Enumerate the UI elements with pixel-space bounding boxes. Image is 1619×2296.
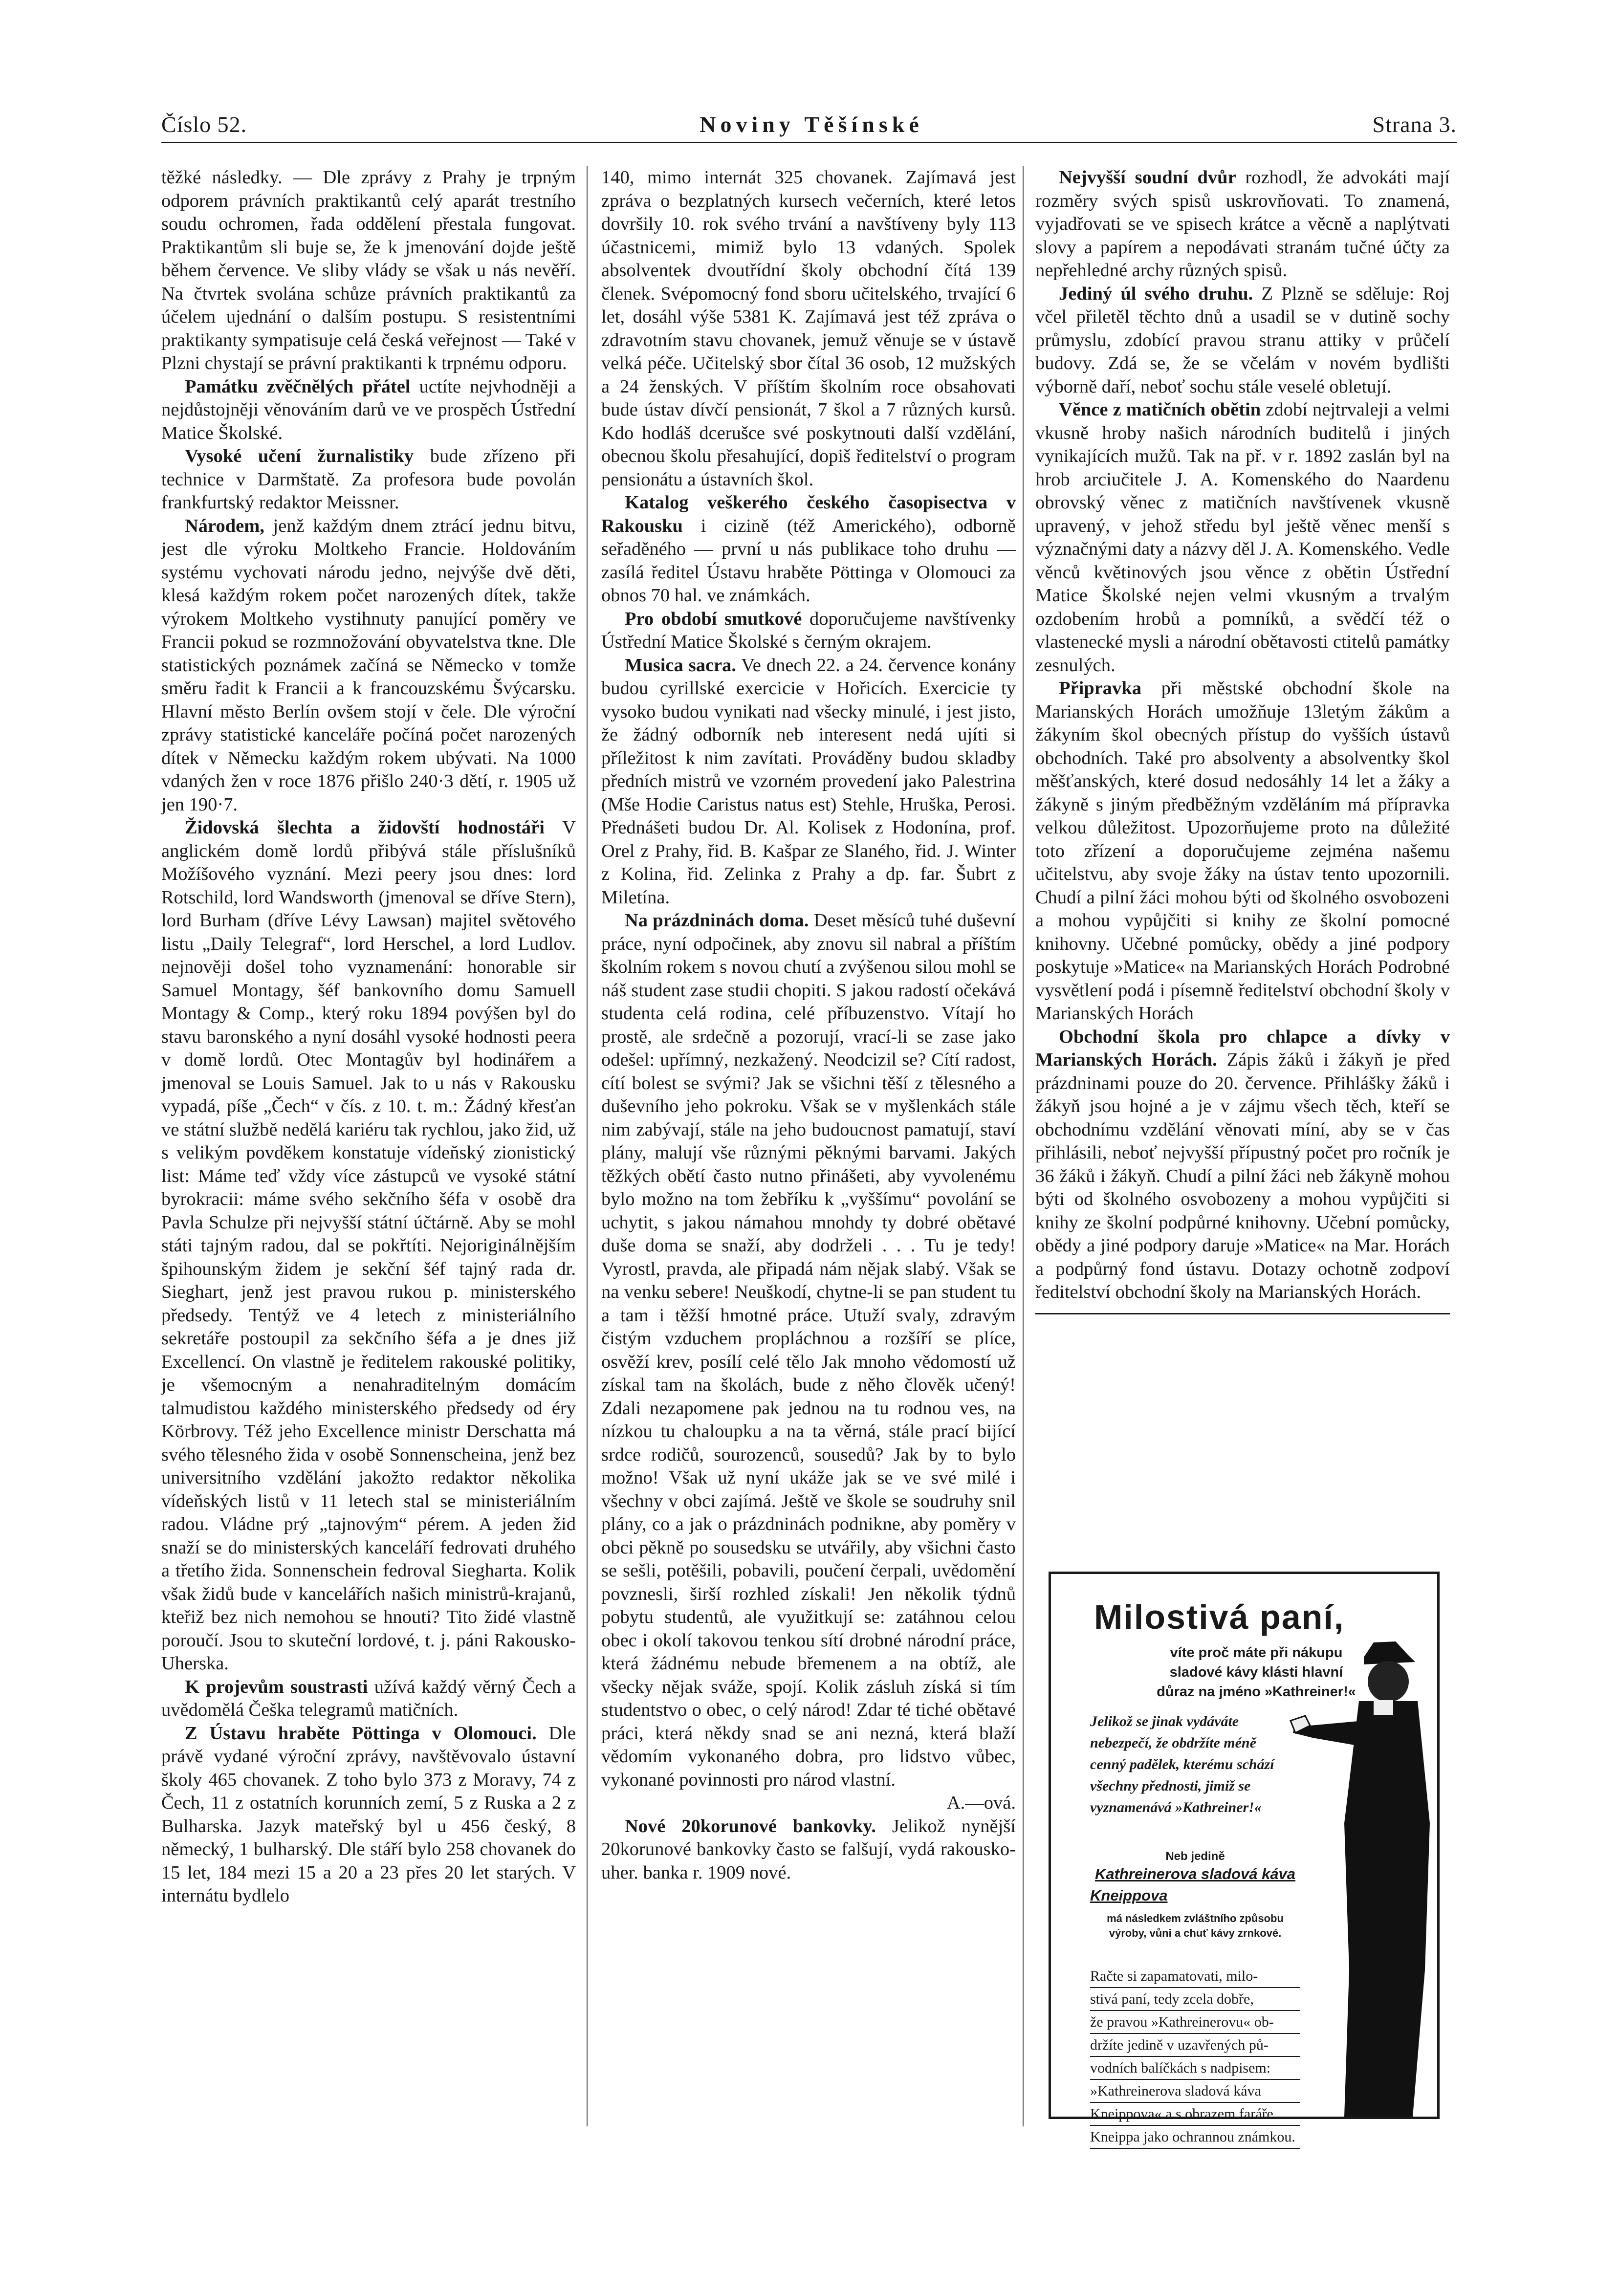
collar-shape: [1374, 1700, 1393, 1715]
ad-brand: Kathreinerova sladová káva: [1094, 1865, 1296, 1882]
article-paragraph: [161, 166, 576, 375]
issue-number: Číslo 52.: [161, 112, 247, 137]
article-paragraph: [601, 654, 1016, 910]
kathreiner-advertisement: [1049, 1572, 1440, 2145]
article-paragraph: [1035, 166, 1450, 283]
ad-line: víte proč máte při nákupu: [1170, 1645, 1343, 1661]
author-signoff: A.—ová.: [946, 1793, 1016, 1813]
article-heading: Památku zvěčnělých přátel: [185, 376, 411, 397]
article-text: rozhodl, že advokáti mají rozměry svých spisů uskrovňovati. To znamená, vyjadřovati se ve spisech krátce a věcně a naplýtvati slovy a papírem a nepodávati stranám tučné účty za nepřehledné archy různých spisů.: [1035, 167, 1450, 281]
article-text: doporučujeme navštívenky Ústřední Matice Školské s černým okrajem.: [601, 608, 1016, 652]
article-heading: Pro období smutkové: [625, 608, 802, 629]
pointing-man-illustration: [1291, 1628, 1432, 2117]
ad-line: sladové kávy klásti hlavní: [1169, 1664, 1343, 1680]
column-divider: [1023, 166, 1024, 2126]
page-number: Strana 3.: [1372, 112, 1457, 137]
article-text: uctíte nejvhodněji a nejdůstojněji věnováním darů ve ve prospěch Ústřední Matice Školské.: [161, 376, 576, 443]
hat-shape: [1364, 1641, 1415, 1664]
header-rule: [161, 142, 1457, 143]
article-heading: K projevům soustrasti: [185, 1676, 368, 1697]
article-text: Dle právě vydané výroční zprávy, navštěvovalo ústavní školy 465 chovanek. Z toho bylo 373 z Moravy, 74 z Čech, 11 z ostatních korunních zemí, 5 z Ruska a 2 z Bulharska. Jazyk mateřský byl u 456 český, 8 německý, 1 bulharský. Dle stáří bylo 258 chovanek do 15 let, 184 mezi 15 a 20 a 23 přes 20 let starých. V internátu bydlelo: [161, 1723, 576, 1906]
ad-line: důraz na jméno »Kathreiner!«: [1157, 1684, 1356, 1700]
section-separator: [1035, 1313, 1450, 1314]
ad-body-line: Kneippova« a s obrazem faráře: [1090, 2103, 1300, 2126]
ad-italic-text: Jelikož se jinak vydáváte nebezpečí, že obdržíte méně cenný padělek, kterému schází všechny přednosti, jimiž se vyznamenává »Kathreiner!«: [1090, 1713, 1274, 1815]
article-heading: Z Ústavu hraběte Pöttinga v Olomouci.: [185, 1723, 537, 1744]
column-2: [601, 166, 1016, 2126]
column-divider: [587, 166, 588, 2126]
column-1: [161, 166, 576, 2126]
article-text: jenž každým dnem ztrácí jednu bitvu, jest dle výroku Moltkeho Francie. Holdováním systému vychovati národu jedno, nejvýše dvě děti, klesá každým rokem počet narozených dítek, takže výrokem Moltkeho vystihnuty panující poměry ve Francii pokud se rozmnožování obyvatelstva tkne. Dle statistických poznámek začíná se Německo v tomže směru řadit k Francii a k francouzskému Švýcarsku. Hlavní město Berlín ovšem stojí v čele. Dle výroční zprávy statistické kanceláře počíná počet narozených dítek v Německu každým rokem ubývati. Na 1000 vdaných žen v roce 1876 přišlo 240·3 dětí, r. 1905 už jen 190·7.: [161, 515, 576, 815]
ad-body-line: Kneippa jako ochrannou známkou.: [1090, 2126, 1300, 2149]
ad-brand2: Kneippova: [1090, 1887, 1168, 1904]
article-paragraph: [161, 515, 576, 817]
article-text: bude zřízeno při technice v Darmštatě. Za profesora bude povolán frankfurtský redaktor Meissner.: [161, 446, 576, 513]
article-paragraph: [161, 445, 576, 515]
article-heading: Národem,: [185, 515, 264, 536]
head-shape: [1368, 1661, 1409, 1702]
article-paragraph: [1035, 398, 1450, 677]
article-text: užívá každý věrný Čech a uvědomělá Češka telegramů matičních.: [161, 1676, 576, 1720]
article-paragraph: [1035, 677, 1450, 1026]
article-paragraph: [601, 166, 1016, 491]
article-text: Ve dnech 22. a 24. července konány budou cyrillské exercicie v Hořicích. Exercicie ty vysoko budou vynikati nad všecky minulé, i jest jisto, že žádný odborník neb interesent nedá ujíti si příležitost k nim zavítati. Prováděny budou skladby předních mistrů ve vzorném provedení jako Palestrina (Mše Hodie Caristus natus est) Stehle, Hruška, Perosi. Přednášeti budou Dr. Al. Kolisek z Hodonína, prof. Orel z Prahy, řid. B. Kašpar ze Slaného, řid. J. Winter z Kolina, řid. Zelinka z Prahy a dp. far. Šubrt z Miletína.: [601, 655, 1016, 908]
article-heading: Jediný úl svého druhu.: [1059, 283, 1253, 304]
article-text: Z Plzně se sděluje: Roj včel přiletěl těchto dnů a usadil se v dutině sochy průmyslu, zdobící pravou stranu attiky v průčelí budovy. Zdá se, že se včelám v novém bydlišti výborně daří, neboť sochu stále veselé obletují.: [1035, 283, 1450, 397]
article-text: při městské obchodní škole na Marianských Horách umožňuje 13letým žákům a žákyním škol obecných přístup do vyšších ústavů obchodních. Také pro absolventy a absolventky škol měšťanských, které dosud nedosáhly 14 let a žáky a žákyně s jiným předběžným vzděláním má přípravka velkou důležitost. Upozorňujeme proto na důležité toto zřízení a doporučujeme zejména našemu učitelstvu, aby svoje žáky na ústav tento upozornili. Chudí a pilní žáci mohou býti od školného osvobozeni a mohou vypůjčiti si knihy ze školní pomocné knihovny. Učebné pomůcky, obědy a jiné podpory poskytuje »Matice« na Marianských Horách Podrobné vysvětlení podá i písemně ředitelství obchodní školy v Marianských Horách: [1035, 678, 1450, 1024]
article-heading: Musica sacra.: [625, 655, 737, 676]
article-paragraph: [601, 608, 1016, 654]
article-heading: Nové 20korunové bankovky.: [625, 1815, 876, 1837]
ad-body-line: držíte jedině v uzavřených pů-: [1090, 2034, 1300, 2057]
article-paragraph: [161, 1676, 576, 1722]
article-heading: Vysoké učení žurnalistiky: [185, 446, 414, 466]
article-text: Deset měsíců tuhé duševní práce, nyní odpočinek, aby znovu sil nabral a příštím školním rokem s novou chutí a zvýšenou silou mohl se náš student zase studii chopiti. S jakou radostí očekává studenta celá rodina, celé příbuzenstvo. Vítají ho prostě, ale srdečně a pozorují, vrací-li se zase jako odešel: upřímný, nezkažený. Neodcizil se? Cítí radost, cítí bolest se svými? Jak se všichni těší z tělesného a duševního jeho pokroku. Však se v myšlenkách stále nim zabývají, stále na jeho budoucnost pamatují, staví plány, malují vše různými pěknými barvami. Jakých těžkých obětí často nutno přinášeti, aby vyvolenému bylo možno na tom žebříku k „vyššímu“ povolání se uchytit, s jakou námahou mnohdy ty dobré obětavé duše doma se snaží, aby dodrželi . . . Tu je tedy! Vyrostl, pravda, ale připadá nám nějak slabý. Však se na venku sebere! Neuškodí, chytne-li se pan student tu a tam i těžší hmotné práce. Utuží svaly, zdravým čistým vzduchem propláchnou a rozšíří se plíce, osvěží krev, posílí celé tělo Jak mnoho vědomostí už získal tam na školách, bude z něho člověk učený! Zdali nezapomene pak jednou na tu rodnou ves, na nízkou tu chaloupku a na ta věrná, stále prací bijící srdce rodičů, sourozenců, sousedů? Jak by to bylo možno! Však už nyní ukáže jak se ve své milé i všechny v obci zajímá. Ještě ve škole se soudruhy snil plány, co a jak o prázdninách podnikne, aby poměry v obci pěkně po sousedsku se utvářily, aby všichni často se sešli, potěšili, pobavili, poučení čerpali, uvědomění povznesli, širší rozhled získali! Jen několik týdnů pobytu studentů, ale využitkují se: zatáhnou celou obec i okolí takovou tenkou sítí drobné národní práce, která žádnému nebude břemenem a na obtíž, ale všecky nějak sváže, spojí. Kolik zásluh získá si tím studentstvo o obec, o celý národ! Zdar té tiché obětavé práci, která někdy snad se ani nezná, která blaží vědomím vykonaného dobra, pro lidstvo vůbec, vykonané povinnosti pro národ vlastní.: [601, 910, 1016, 1790]
newspaper-title: Noviny Těšínské: [700, 112, 923, 137]
article-paragraph: [161, 1722, 576, 1908]
article-text: těžké následky. — Dle zprávy z Prahy je trpným odporem právních praktikantů celý aparát trestního soudu ochromen, řada oddělení přestala fungovat. Praktikantům sli buje se, že k jmenování dojde ještě během července. Ve sliby vlády se však u nás nevěří. Na čtvrtek svolána schůze právních praktikantů za účelem ujednání o dalším postupu. S resistentními praktikanty sympatisuje celá česká veřejnost — Také v Plzni chystají se právní praktikanti k trpnému odporu.: [161, 167, 576, 373]
body-shape: [1344, 1701, 1430, 2117]
article-heading: Věnce z matičních obětin: [1059, 399, 1261, 420]
article-paragraph: [601, 1815, 1016, 1885]
article-text: Jelikož nynější 20korunové bankovky často se falšují, vydá rakousko-uher. banka r. 1909 nové.: [601, 1815, 1016, 1883]
article-paragraph: [601, 491, 1016, 608]
article-heading: Nejvyšší soudní dvůr: [1059, 167, 1236, 188]
ad-body: [1090, 1965, 1300, 2149]
article-heading: Na prázdninách doma.: [625, 910, 809, 931]
article-text: V anglickém domě lordů přibývá stále příslušníků Možíšového vyznání. Mezi peery jsou dnes: lord Rotschild, lord Wandsworth (jmenoval se dříve Stern), lord Burham (dříve Lévy Lawsan) majitel světového listu „Daily Telegraf“, lord Herschel, a lord Ludlov. nejnověji došel toho vyznamenání: honorable sir Samuel Montagy, šéf bankovního domu Samuell Montagy & Comp., který roku 1894 povýšen byl do stavu baronského a nyní dosáhl vysoké hodnosti peera v domě lordů. Otec Montagův byl hodinářem a jmenoval se Louis Samuel. Jak to u nás v Rakousku vypadá, píše „Čech“ v čís. z 10. t. m.: Žádný křesťan ve státní službě nedělá kariéru tak rychlou, jako žid, už s velikým povděkem konstatuje vídeňský zionistický list: Máme teď vždy více zástupců ve vysoké státní byrokracii: máme svého sekčního šéfa v osobě dra Pavla Schulze při nejvyšší státní účtárně. Aby se mohl státi tajným radou, dal se pokřtíti. Nejoriginálnějším špihounským židem je sekční šéf tajný rada dr. Sieghart, jenž jest pravou rukou p. ministerského předsedy. Tentýž ve 4 letech z ministeriálního sekretáře postoupil za sekčního šéfa a je dnes již Excellencí. On vlastně je ředitelem rakouské politiky, je všemocným a nenahraditelným domácím talmudistou každého ministerského předsedy od éry Körbrovy. Též jeho Excellence ministr Derschatta má svého tělesného žida v osobě Sonnenscheina, jenž bez universitního vzdělání jakožto redaktor několika vídeňských listů v 11 letech stal se ministeriálním radou. Vládne prý „tajnovým“ pérem. A jeden žid snaží se do ministerských kanceláří fedrovati druhého a třetího žida. Sonnenschein fedroval Siegharta. Kolik však židů bude v kancelářích našich ministrů-krajanů, kteřiž bez nich nemohou se hnouti? Tito židé vlastně poroučí. Jsou to skuteční lordové, t. j. páni Rakousko-Uherska.: [161, 817, 576, 1674]
article-heading: Katalog veškerého českého časopisectva v Rakousku: [601, 492, 1016, 536]
article-heading: Obchodní škola pro chlapce a dívky v Marianských Horách.: [1035, 1026, 1450, 1070]
article-text: zdobí nejtrvaleji a velmi vkusně hroby našich národních buditelů i jiných vynikajících mužů. Tak na př. v r. 1892 zaslán byl na hrob arciučitele J. A. Komenského do Naardenu obrovský věnec z matičních navštívenek vkusně upravený, v jehož středu byl ještě věnec menší s význačnými daty a názvy děl J. A. Komenského. Vedle věnců květinových jsou věnce z obětin Ústřední Matice Školské nejen velmi vkusným a trvalým ozdobením hrobů a pomníků, a svědčí též o vlastenecké mysli a národní obětavosti ctitelů památky zesnulých.: [1035, 399, 1450, 676]
article-paragraph: [601, 909, 1016, 1792]
article-text: 140, mimo internát 325 chovanek. Zajímavá jest zpráva o bezplatných kursech večerních, které letos dovršily 10. rok svého trvání a navštíveny byly 113 účastnicemi, mimiž bylo 13 vdaných. Spolek absolventek dvoutřídní školy obchodní čítá 139 členek. Svépomocný fond sboru učitelského, trvající 6 let, dosáhl výše 5381 K. Zajímavá jest též zpráva o zdravotním stavu chovanek, jemuž věnuje se v ústavě velká péče. Učitelský sbor čítal 36 osob, 12 mužských a 24 ženských. V příštím školním roce obsahovati bude ústav dívčí pensionát, 7 škol a 7 různých kursů. Kdo hodláš dcerušce své poskytnouti další vzdělání, obecnou školu přesahující, dopiš ředitelství o program pensionátu a ústavních škol.: [601, 167, 1016, 490]
article-paragraph: [1035, 1026, 1450, 1304]
article-heading: Židovská šlechta a židovští hodnostáři: [185, 817, 545, 838]
article-paragraph: [1035, 283, 1450, 399]
ad-title: Milostivá paní,: [1094, 1598, 1345, 1636]
ad-body-line: »Kathreinerova sladová káva: [1090, 2080, 1300, 2103]
article-text: Zápis žáků i žákyň je před prázdninami pouze do 20. července. Přihlášky žáků i žákyň jsou hojné a je v zájmu všech těch, kteří se obchodnímu vzdělání věnovati míní, aby se v čas přihlásili, neboť nejvyšší přípustný počet pro ročník je 36 žáků i žákyň. Chudí a pilní žáci neb žákyně mohou býti od školného osvobozeny a mohou vypůjčiti si knihy ze školní podpůrné knihovny. Učební pomůcky, obědy a jiné podpory daruje »Matice« na Mar. Horách a podpůrný fond ústavu. Dotazy ochotně zodpoví ředitelství obchodní školy na Marianských Horách.: [1035, 1050, 1450, 1302]
ad-sub: má následkem zvláštního způsobu výroby, vůni a chuť kávy zrnkové.: [1107, 1912, 1284, 1939]
ad-body-line: že pravou »Kathreinerovu« ob-: [1090, 2011, 1300, 2034]
ad-body-line: vodních balíčkách s nadpisem:: [1090, 2057, 1300, 2080]
article-paragraph: [161, 816, 576, 1676]
article-paragraph: [161, 375, 576, 445]
ad-body-line: stivá paní, tedy zcela dobře,: [1090, 1988, 1300, 2011]
article-heading: Připravka: [1059, 678, 1141, 699]
ad-neb: Neb jedině: [1165, 1850, 1225, 1863]
ad-body-line: Račte si zapamatovati, milo-: [1090, 1965, 1300, 1988]
page-header: [161, 111, 1457, 141]
article-text: i cizině (též Amerického), odborně seřaděného — první u nás publikace toho druhu — zasílá ředitel Ústavu hraběte Pöttinga v Olomouci za obnos 70 hal. ve známkách.: [601, 515, 1016, 606]
